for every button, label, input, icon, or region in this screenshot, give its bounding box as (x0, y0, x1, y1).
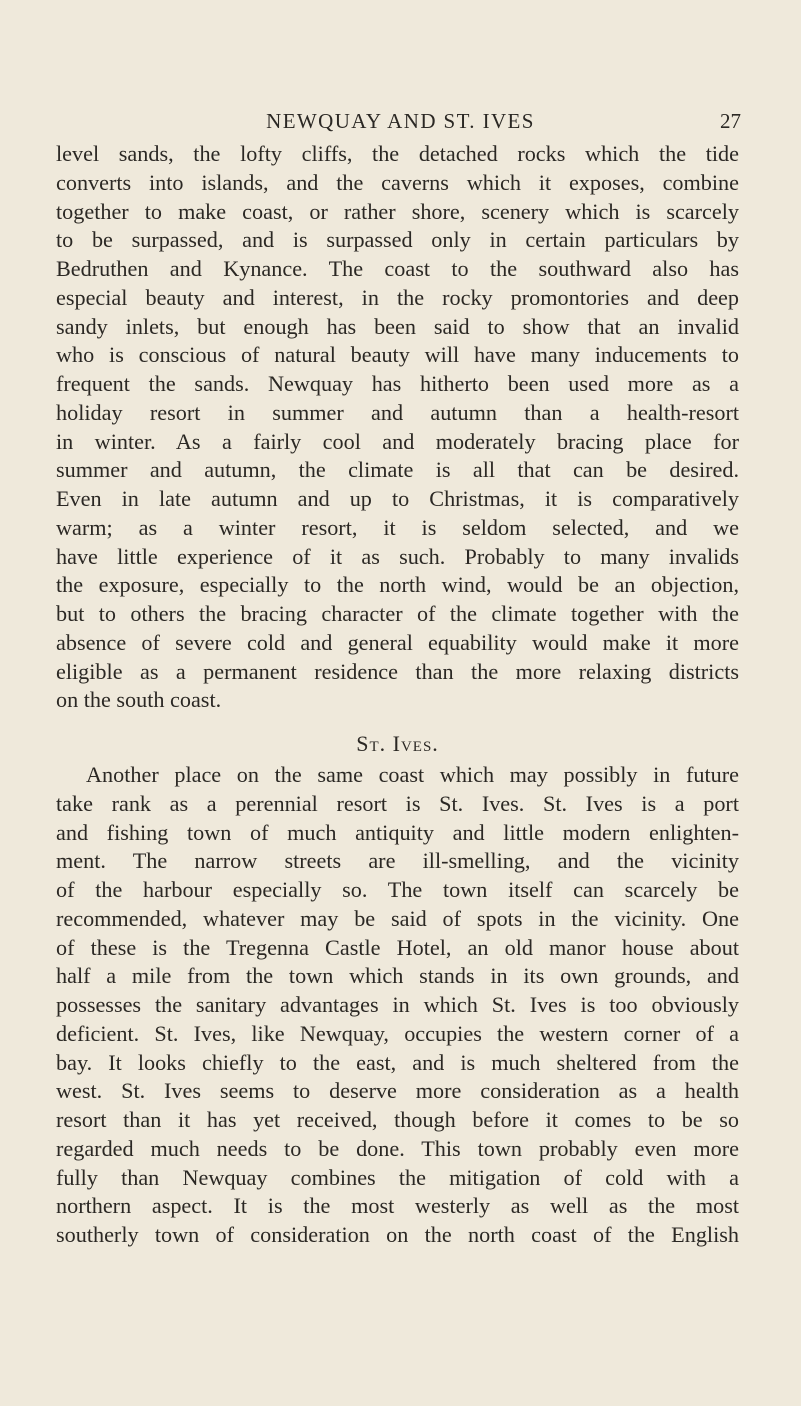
text-line: fully than Newquay combines the mitigation of cold with a (56, 1164, 739, 1190)
text-line: absence of severe cold and general equability would make it more (56, 629, 739, 655)
text-line: sandy inlets, but enough has been said to show that an invalid (56, 313, 739, 339)
text-line: possesses the sanitary advantages in which St. Ives is too obviously (56, 992, 739, 1017)
text-line: level sands, the lofty cliffs, the detached rocks which the tide (56, 141, 739, 166)
text-line: Even in late autumn and up to Christmas, it is comparatively (56, 486, 739, 511)
text-line: Another place on the same coast which may possibly in future (86, 762, 739, 787)
text-line: of these is the Tregenna Castle Hotel, an old manor house about (56, 934, 739, 960)
text-line: holiday resort in summer and autumn than a health-resort (56, 399, 739, 425)
text-line: warm; as a winter resort, it is seldom selected, and we (56, 514, 739, 540)
text-line: especial beauty and interest, in the rocky promontories and deep (56, 284, 739, 310)
text-line: but to others the bracing character of the climate together with the (56, 601, 739, 626)
text-line: resort than it has yet received, though before it comes to be so (56, 1107, 739, 1132)
text-line: summer and autumn, the climate is all that can be desired. (56, 457, 739, 483)
section-heading: St. Ives. (356, 731, 439, 756)
running-head: NEWQUAY AND ST. IVES (266, 109, 535, 133)
text-line: deficient. St. Ives, like Newquay, occupies the western corner of a (56, 1020, 739, 1046)
text-line: frequent the sands. Newquay has hitherto been used more as a (56, 371, 739, 396)
text-line: the exposure, especially to the north wind, would be an objection, (56, 572, 739, 598)
text-line: southerly town of consideration on the north coast of the English (56, 1222, 739, 1247)
page-header (0, 106, 801, 136)
body-text (56, 140, 739, 1250)
text-line: on the south coast. (56, 687, 222, 713)
text-line: take rank as a perennial resort is St. Ives. St. Ives is a port (56, 790, 739, 816)
text-line: eligible as a permanent residence than the more relaxing districts (56, 658, 739, 684)
text-line: northern aspect. It is the most westerly as well as the most (56, 1193, 739, 1219)
text-line: bay. It looks chiefly to the east, and is much sheltered from the (56, 1049, 739, 1075)
text-line: recommended, whatever may be said of spots in the vicinity. One (56, 905, 739, 931)
text-line: west. St. Ives seems to deserve more consideration as a health (56, 1078, 739, 1104)
paragraph-newquay (56, 140, 739, 715)
text-line: regarded much needs to be done. This town probably even more (56, 1135, 739, 1161)
text-line: converts into islands, and the caverns which it exposes, combine (56, 169, 739, 195)
text-line: half a mile from the town which stands in its own grounds, and (56, 963, 739, 989)
text-line: together to make coast, or rather shore, scenery which is scarcely (56, 198, 739, 224)
text-line: to be surpassed, and is surpassed only in certain particulars by (56, 227, 739, 253)
text-line: Bedruthen and Kynance. The coast to the southward also has (56, 256, 739, 281)
text-line: and fishing town of much antiquity and little modern enlighten- (56, 819, 739, 845)
text-line: ment. The narrow streets are ill-smelling, and the vicinity (56, 848, 739, 874)
paragraph-st-ives (56, 761, 739, 1250)
text-line: have little experience of it as such. Probably to many invalids (56, 543, 739, 569)
text-line: who is conscious of natural beauty will have many inducements to (56, 342, 739, 368)
text-line: in winter. As a fairly cool and moderately bracing place for (56, 428, 739, 454)
text-line: of the harbour especially so. The town itself can scarcely be (56, 877, 739, 902)
page-number: 27 (720, 109, 741, 133)
